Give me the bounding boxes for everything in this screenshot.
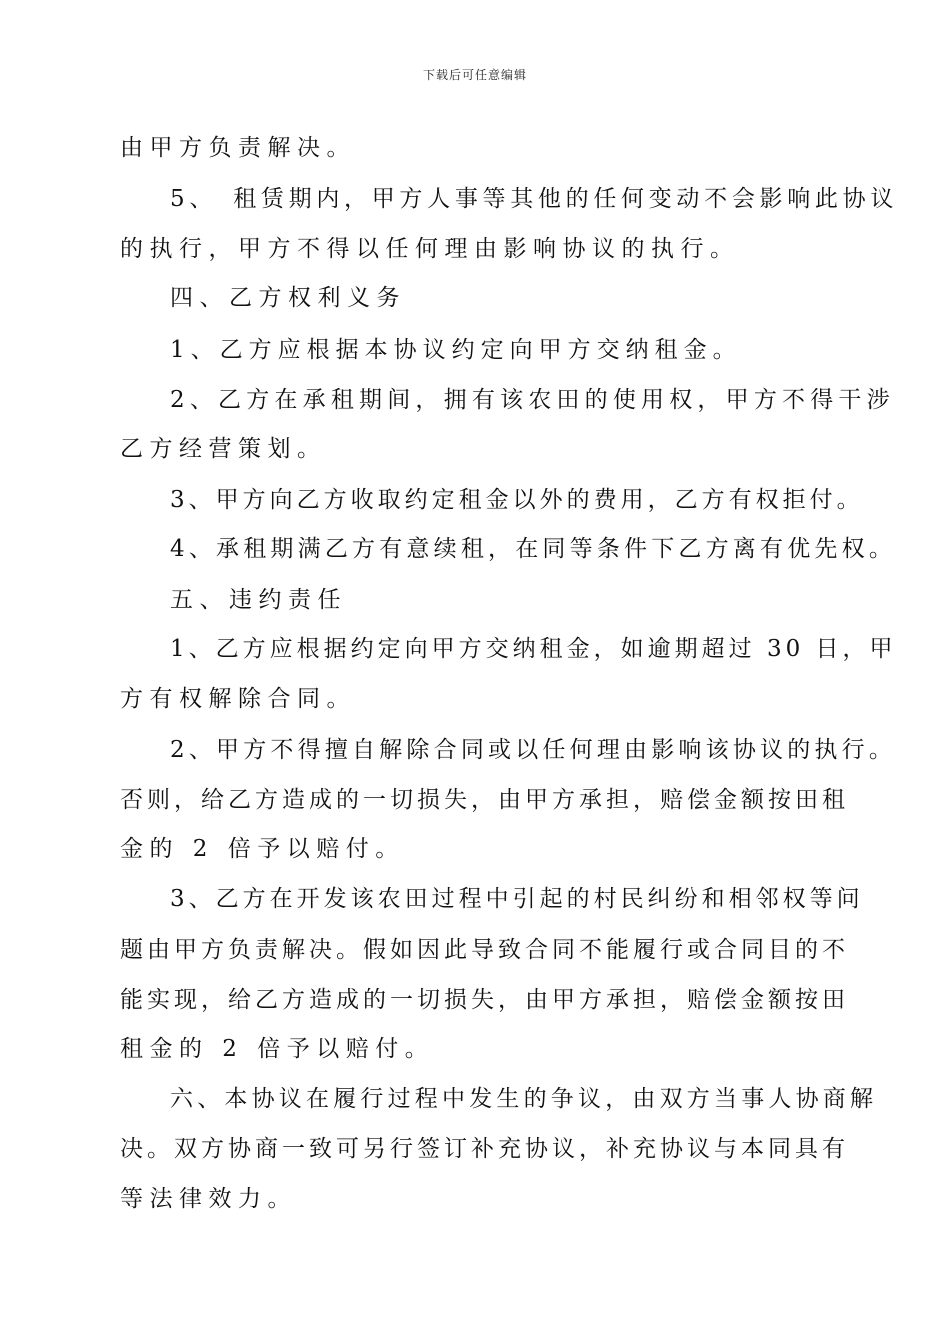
- paragraph-line: 1、乙方应根据约定向甲方交纳租金，如逾期超过 30 日，甲: [170, 636, 897, 662]
- paragraph-line: 由甲方负责解决。: [120, 135, 356, 161]
- paragraph-line: 方有权解除合同。: [120, 686, 356, 712]
- paragraph-line: 等法律效力。: [120, 1186, 297, 1212]
- paragraph-line: 决。双方协商一致可另行签订补充协议，补充协议与本同具有: [120, 1136, 849, 1162]
- paragraph-line: 金的 2 倍予以赔付。: [120, 836, 405, 862]
- paragraph-line: 1、乙方应根据本协议约定向甲方交纳租金。: [170, 337, 742, 363]
- paragraph-line: 的执行，甲方不得以任何理由影响协议的执行。: [120, 236, 740, 262]
- paragraph-line: 六、本协议在履行过程中发生的争议，由双方当事人协商解: [170, 1086, 878, 1112]
- section-heading: 四、乙方权利义务: [170, 285, 406, 311]
- section-heading: 五、违约责任: [170, 587, 347, 613]
- page-header: 下载后可任意编辑: [422, 68, 527, 82]
- paragraph-line: 题由甲方负责解决。假如因此导致合同不能履行或合同目的不: [120, 937, 849, 963]
- paragraph-line: 能实现，给乙方造成的一切损失，由甲方承担，赔偿金额按田: [120, 987, 849, 1013]
- paragraph-line: 否则，给乙方造成的一切损失，由甲方承担，赔偿金额按田租: [120, 787, 849, 813]
- paragraph-line: 2、甲方不得擅自解除合同或以任何理由影响该协议的执行。: [170, 737, 897, 763]
- paragraph-line: 4、承租期满乙方有意续租，在同等条件下乙方离有优先权。: [170, 536, 897, 562]
- paragraph-line: 3、甲方向乙方收取约定租金以外的费用，乙方有权拒付。: [170, 487, 864, 513]
- paragraph-line: 租金的 2 倍予以赔付。: [120, 1036, 435, 1062]
- paragraph-line: 3、乙方在开发该农田过程中引起的村民纠纷和相邻权等问: [170, 886, 864, 912]
- paragraph-line: 5、 租赁期内，甲方人事等其他的任何变动不会影响此协议: [170, 186, 899, 212]
- paragraph-line: 2、乙方在承租期间，拥有该农田的使用权，甲方不得干涉: [170, 387, 895, 413]
- paragraph-line: 乙方经营策划。: [120, 436, 327, 462]
